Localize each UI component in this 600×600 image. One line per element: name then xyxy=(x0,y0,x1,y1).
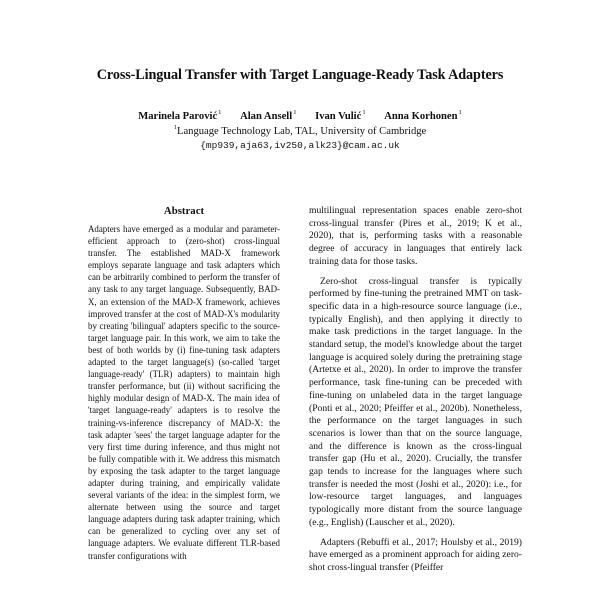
body-paragraph: multilingual representation spaces enable zero-shot cross-lingual transfer (Pires et al., 2019; K et al., 2020), that is, performing tasks with a reasonable degree of accuracy in languages that entirely lack training data for those tasks. xyxy=(309,205,522,267)
author-4 xyxy=(384,111,462,122)
abstract-column xyxy=(88,223,280,562)
author-2 xyxy=(240,111,296,122)
author-name: Marinela Parović xyxy=(138,111,218,122)
abstract-text: Adapters have emerged as a modular and parameter-efficient approach to (zero-shot) cross-lingual transfer. The established MAD-X framework employs separate language and task adapters which can be arbitrarily combined to perform the transfer of any task to any target language. Subsequently, BAD-X, an extension of the MAD-X framework, achieves improved transfer at the cost of MAD-X's modularity by creating 'bilingual' adapters specific to the source-target language pair. In this work, we aim to take the best of both worlds by (i) fine-tuning task adapters adapted to the target language(s) (so-called 'target language-ready' (TLR) adapters) to maintain high transfer performance, but (ii) without sacrificing the highly modular design of MAD-X. The main idea of 'target language-ready' adapters is to resolve the training-vs-inference discrepancy of MAD-X: the task adapter 'sees' the target language adapter for the very first time during inference, and thus might not be fully compatible with it. We address this mismatch by exposing the task adapter to the target language adapter during training, and empirically validate several variants of the idea: in the simplest form, we alternate between using the source and target language adapters during task adapter training, which can be generalized to cycling over any set of language adapters. We evaluate different TLR-based transfer configurations with xyxy=(88,224,280,561)
body-paragraph: Zero-shot cross-lingual transfer is typically performed by fine-tuning the pretrained MMT on task-specific data in a high-resource source language (i.e., typically English), and then applying it directly to make task predictions in the target language. In the standard setup, the model's knowledge about the target language is acquired solely during the pretraining stage (Artetxe et al., 2020). In order to improve the transfer performance, task fine-tuning can be preceded with fine-tuning on unlabeled data in the target language (Ponti et al., 2020; Pfeiffer et al., 2020b). Nonetheless, the performance on the target languages in such scenarios is lower than that on the source language, and the difference is known as the cross-lingual transfer gap (Hu et al., 2020). Crucially, the transfer gap tends to increase for the languages where such transfer is needed the most (Joshi et al., 2020): i.e., for low-resource target languages, and languages typologically more distant from the source language (e.g., English) (Lauscher et al., 2020). xyxy=(309,275,522,528)
affiliation-mark: 1 xyxy=(218,109,222,116)
author-emails: {mp939,aja63,iv250,alk23}@cam.ac.uk xyxy=(200,140,400,151)
body-paragraph: Adapters (Rebuffi et al., 2017; Houlsby et al., 2019) have emerged as a prominent approach for aiding zero-shot cross-lingual transfer (Pfeiffer xyxy=(309,536,522,573)
author-name: Anna Korhonen xyxy=(384,111,458,122)
paper-title: Cross-Lingual Transfer with Target Language-Ready Task Adapters xyxy=(96,67,504,83)
author-3 xyxy=(315,111,365,122)
affiliation-mark: 1 xyxy=(458,109,462,116)
abstract-heading: Abstract xyxy=(163,205,205,217)
author-1 xyxy=(138,111,221,122)
affiliation-mark: 1 xyxy=(362,109,366,116)
affiliation-text: Language Technology Lab, TAL, University of Cambridge xyxy=(176,126,427,137)
author-list xyxy=(0,109,600,122)
affiliation-mark: 1 xyxy=(173,124,177,131)
affiliation-mark: 1 xyxy=(293,109,297,116)
affiliation xyxy=(0,124,600,137)
author-name: Ivan Vulić xyxy=(315,111,362,122)
body-column-right xyxy=(309,205,522,582)
author-name: Alan Ansell xyxy=(240,111,293,122)
